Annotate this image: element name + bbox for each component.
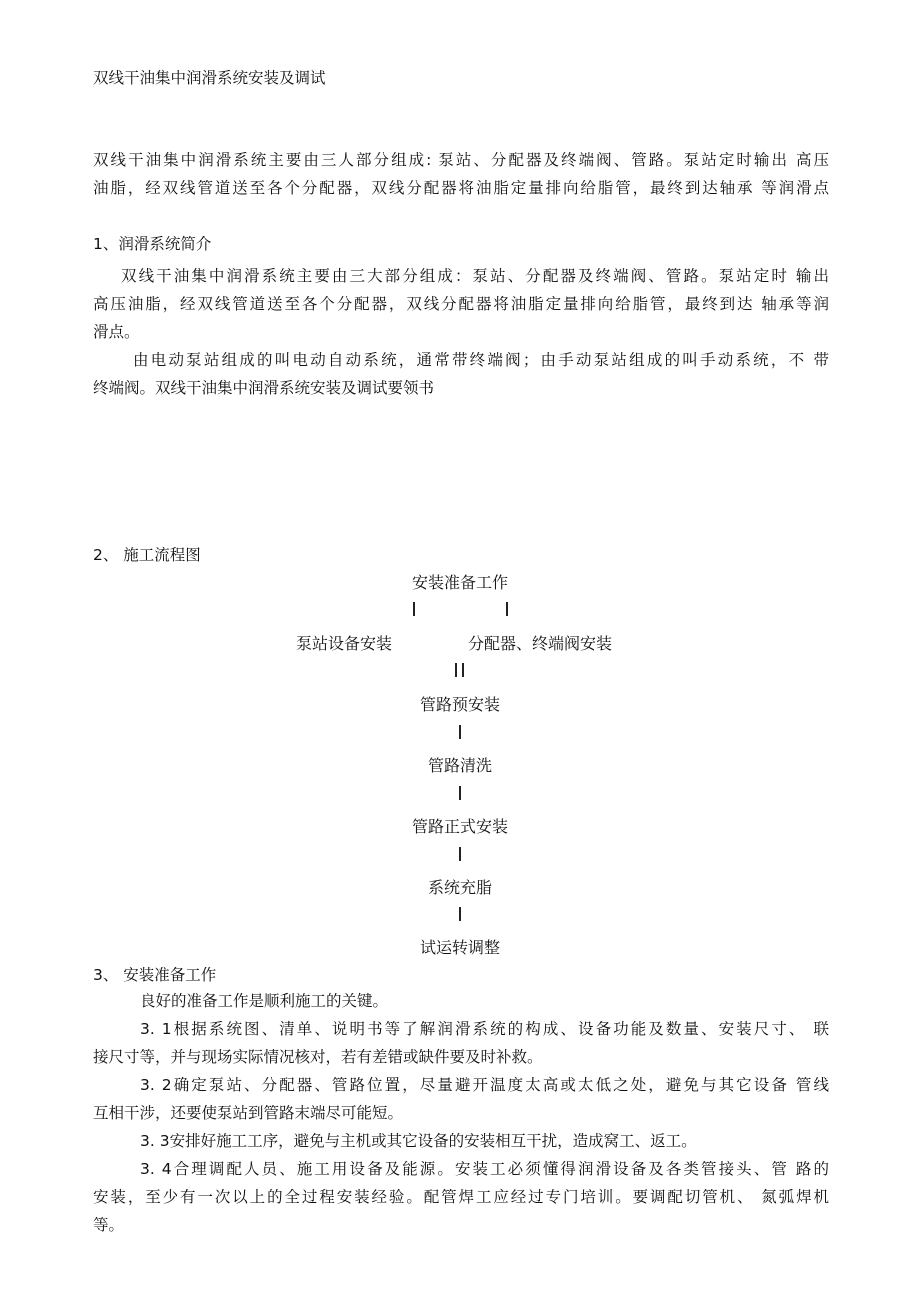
section-1-p2-line-2: 终端阀。双线干油集中润滑系统安装及调试要领书 (93, 379, 435, 397)
flow-connector-merge-a (455, 663, 457, 677)
section-1-heading: 1、润滑系统简介 (93, 235, 212, 253)
flow-connector-right (506, 602, 508, 616)
section-3-item-3-line-1: 3. 3安排好施工工序，避免与主机或其它设备的安装相互干扰，造成窝工、返工。 (140, 1132, 697, 1150)
flow-step-prep: 安装准备工作 (411, 573, 508, 592)
flow-connector-merge-b (462, 663, 464, 677)
section-3-item-4-line-1: 3. 4合理调配人员、施工用设备及能源。安装工必须懂得润滑设备及各类管接头、管 路的 (140, 1160, 829, 1178)
section-1-p1-line-1: 双线干油集中润滑系统主要由三大部分组成：泵站、分配器及终端阀、管路。泵站定时 输出 (121, 267, 829, 285)
flow-connector-3 (459, 725, 461, 739)
section-3-item-2-line-2: 互相干涉，还要使泵站到管路末端尽可能短。 (93, 1104, 404, 1122)
flow-connector-5 (459, 847, 461, 861)
section-3-item-4-line-3: 等。 (93, 1216, 125, 1234)
flow-step-trial-run: 试运转调整 (419, 938, 500, 957)
section-1-p1-line-2: 高压油脂，经双线管道送至各个分配器，双线分配器将油脂定量排向给脂管，最终到达 轴承等润 (93, 295, 829, 313)
flow-step-pump-install: 泵站设备安装 (296, 634, 393, 653)
flow-step-grease-filling: 系统充脂 (427, 878, 492, 897)
section-3-lead: 良好的准备工作是顺利施工的关键。 (140, 992, 389, 1010)
section-3-item-1-line-2: 接尺寸等，并与现场实际情况核对，若有差错或缺件要及时补救。 (93, 1048, 543, 1066)
section-1-p2-line-1: 由电动泵站组成的叫电动自动系统，通常带终端阀；由手动泵站组成的叫手动系统，不 带 (133, 351, 829, 369)
flow-connector-4 (459, 786, 461, 800)
intro-line-2: 油脂，经双线管道送至各个分配器，双线分配器将油脂定量排向给脂管，最终到达轴承 等润滑点 (93, 179, 829, 197)
section-3-item-4-line-2: 安装，至少有一次以上的全过程安装经验。配管焊工应经过专门培训。要调配切管机、 氮弧焊机 (93, 1188, 829, 1206)
intro-line-1: 双线干油集中润滑系统主要由三人部分组成: 泵站、分配器及终端阀、管路。泵站定时输出 高压 (93, 151, 829, 169)
flow-connector-left (413, 602, 415, 616)
section-3-item-1-line-1: 3. 1根据系统图、清单、说明书等了解润滑系统的构成、设备功能及数量、安装尺寸、 联 (140, 1020, 829, 1038)
section-3-heading: 3、 安装准备工作 (93, 966, 217, 984)
section-2-heading: 2、 施工流程图 (93, 546, 201, 564)
flow-step-pipe-cleaning: 管路清洗 (427, 756, 492, 775)
section-3-item-2-line-1: 3. 2确定泵站、分配器、管路位置，尽量避开温度太高或太低之处，避免与其它设备 管线 (140, 1076, 829, 1094)
flow-step-pipe-preinstall: 管路预安装 (419, 695, 500, 714)
flow-step-pipe-final-install: 管路正式安装 (411, 817, 508, 836)
document-title: 双线干油集中润滑系统安装及调试 (93, 69, 326, 87)
flow-connector-6 (459, 907, 461, 921)
section-1-p1-line-3: 滑点。 (93, 323, 140, 341)
flow-step-distributor-install: 分配器、终端阀安装 (468, 634, 613, 653)
